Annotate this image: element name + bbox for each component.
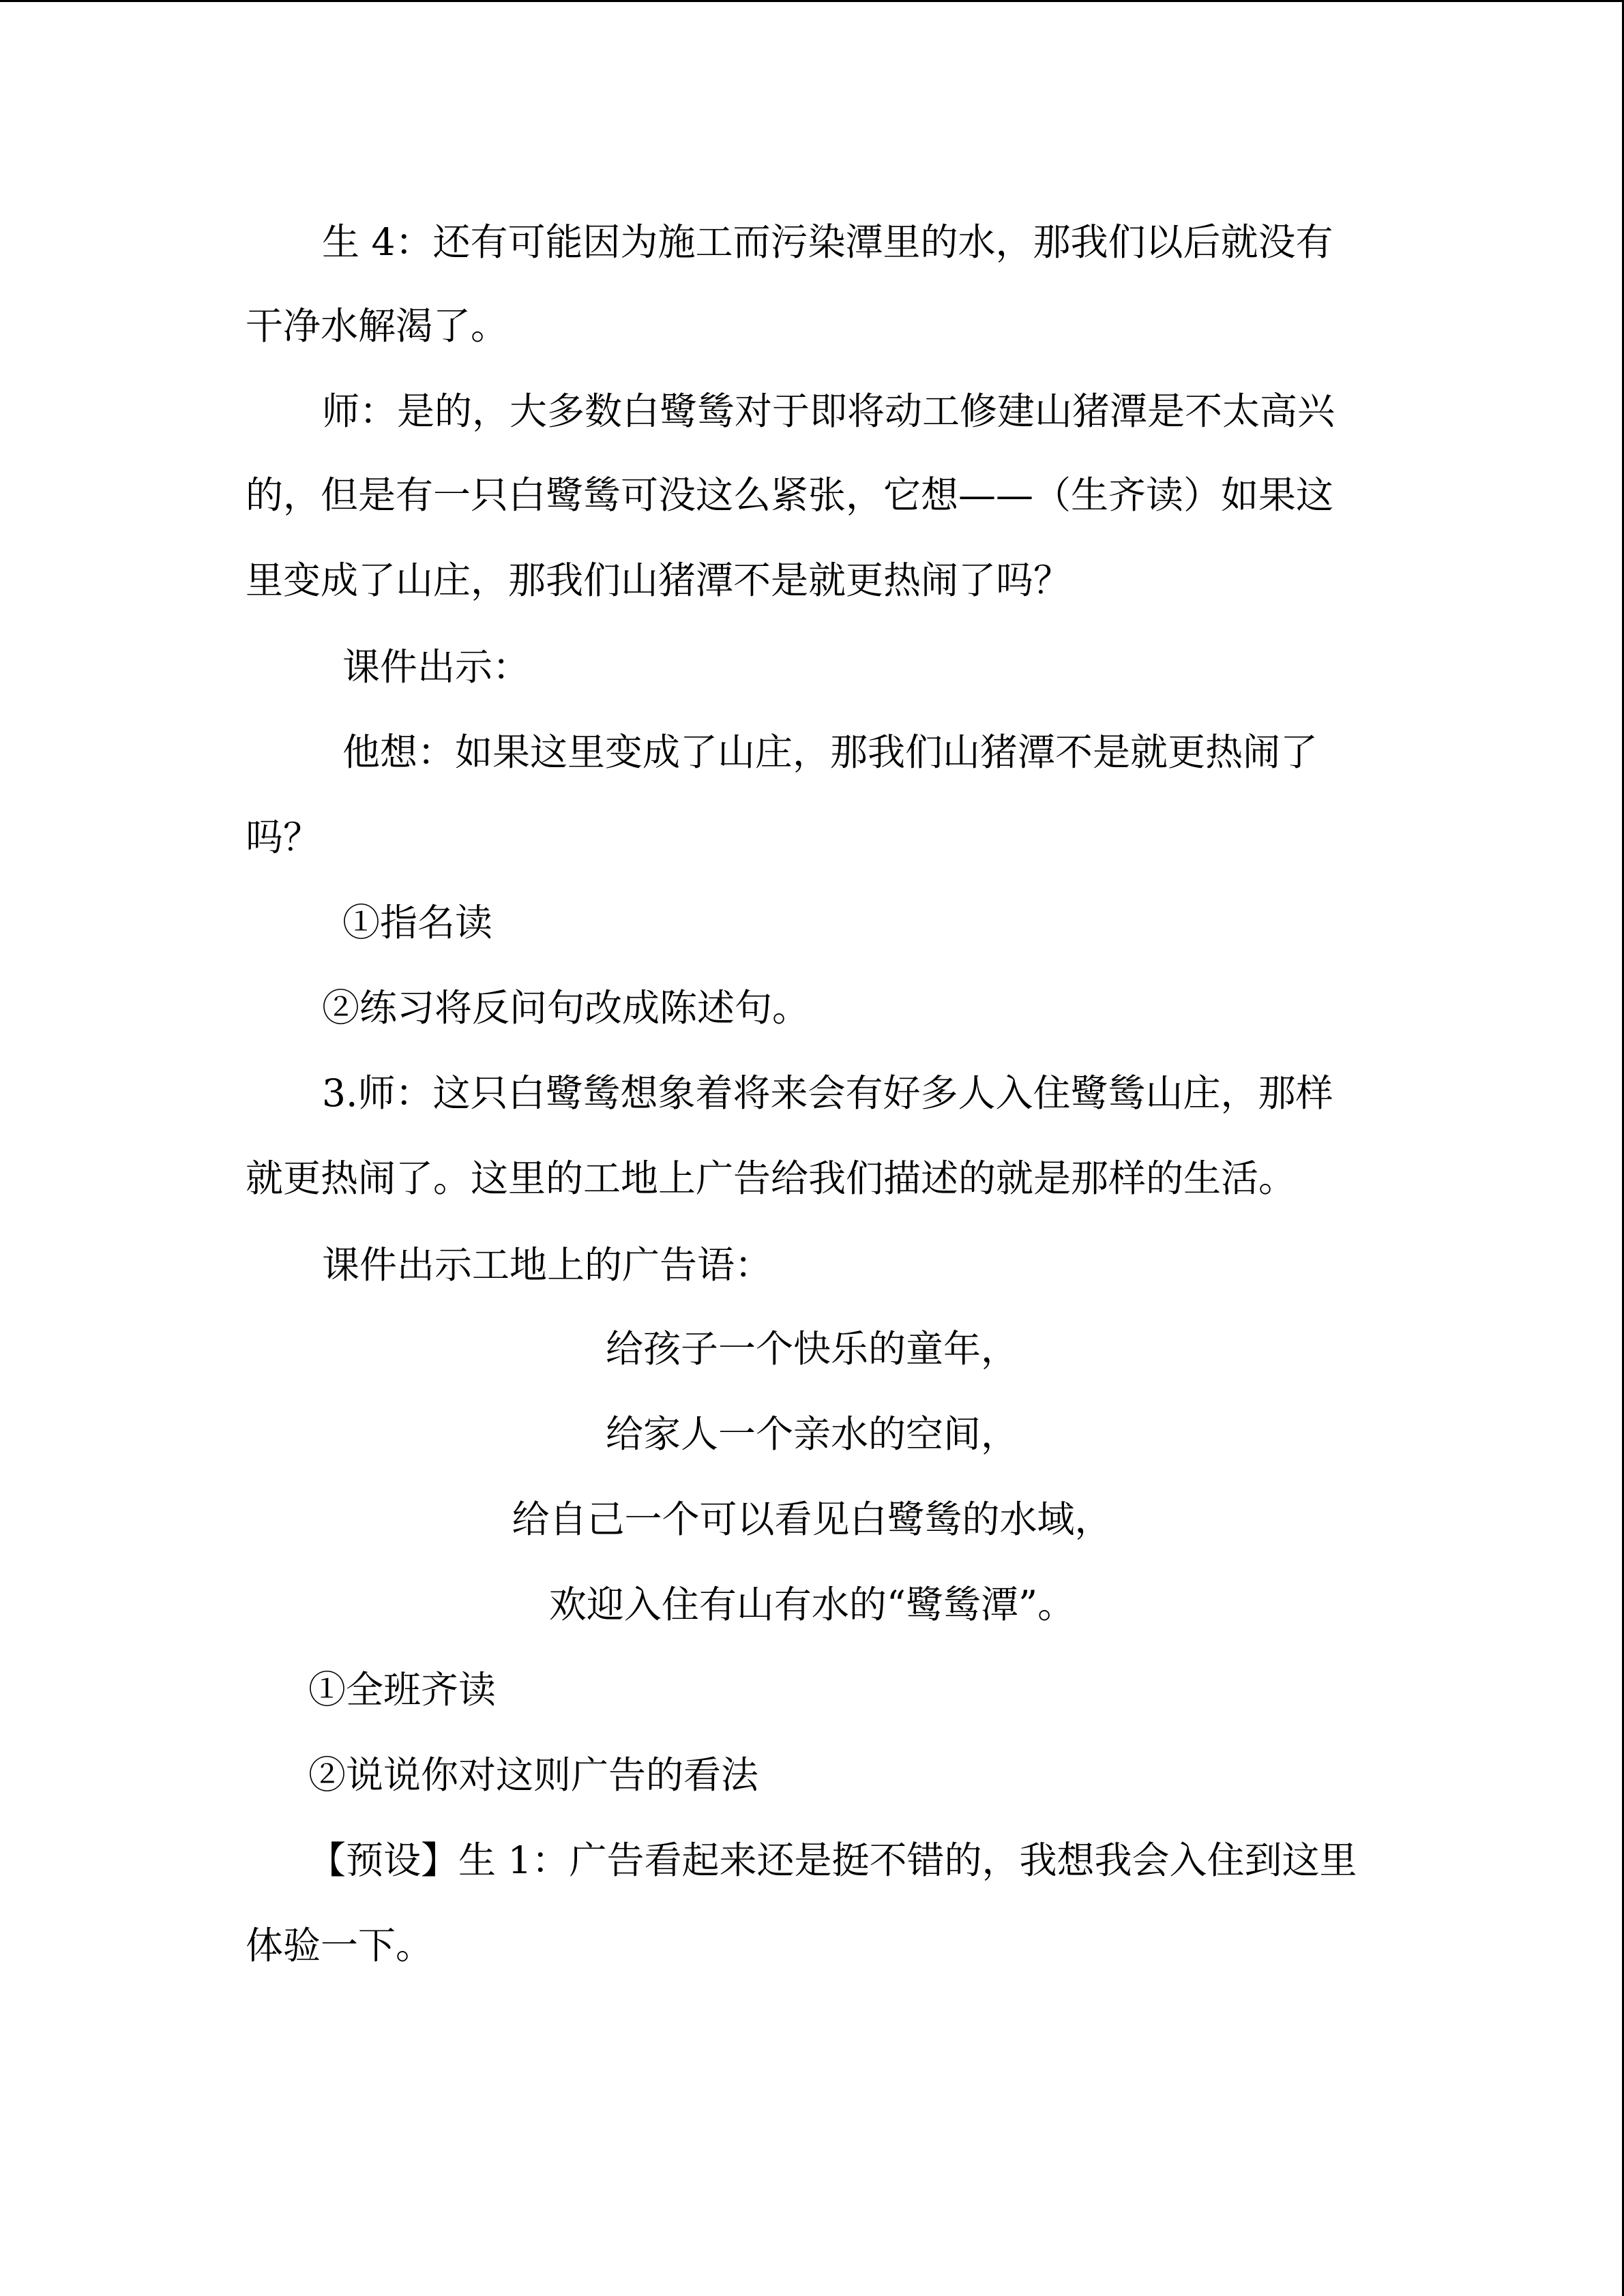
paragraph-line: 就更热闹了。这里的工地上广告给我们描述的就是那样的生活。 xyxy=(246,1157,1297,1200)
list-item: ①全班齐读 xyxy=(308,1668,497,1712)
ad-slogan-line: 给家人一个亲水的空间， xyxy=(605,1412,1018,1456)
paragraph-line: 里变成了山庄，那我们山猪潭不是就更热闹了吗？ xyxy=(246,558,1072,602)
ad-slogan-line: 给自己一个可以看见白鹭鸶的水域， xyxy=(512,1497,1112,1541)
list-item: ②练习将反问句改成陈述句。 xyxy=(322,986,810,1030)
paragraph-line: 的，但是有一只白鹭鸶可没这么紧张，它想——（生齐读）如果这 xyxy=(246,473,1334,517)
paragraph-line: 课件出示： xyxy=(342,645,531,689)
list-item: ②说说你对这则广告的看法 xyxy=(308,1753,759,1797)
paragraph-line: 生 4：还有可能因为施工而污染潭里的水，那我们以后就没有 xyxy=(322,220,1333,264)
paragraph-line: 【预设】生 1：广告看起来还是挺不错的，我想我会入住到这里 xyxy=(308,1838,1357,1882)
ad-slogan-line: 给孩子一个快乐的童年， xyxy=(605,1327,1018,1371)
ad-slogan-line: 欢迎入住有山有水的“鹭鸶潭”。 xyxy=(548,1583,1076,1626)
quoted-sentence-line: 吗？ xyxy=(246,816,321,859)
quoted-sentence-line: 他想：如果这里变成了山庄，那我们山猪潭不是就更热闹了 xyxy=(342,730,1318,774)
paragraph-line: 课件出示工地上的广告语： xyxy=(322,1243,773,1287)
paragraph-line: 师：是的，大多数白鹭鸶对于即将动工修建山猪潭是不太高兴 xyxy=(322,389,1335,433)
paragraph-line: 干净水解渴了。 xyxy=(246,304,509,348)
list-item: ①指名读 xyxy=(342,901,493,944)
paragraph-line: 3.师：这只白鹭鸶想象着将来会有好多人入住鹭鸶山庄，那样 xyxy=(322,1071,1333,1115)
paragraph-line: 体验一下。 xyxy=(246,1924,434,1967)
